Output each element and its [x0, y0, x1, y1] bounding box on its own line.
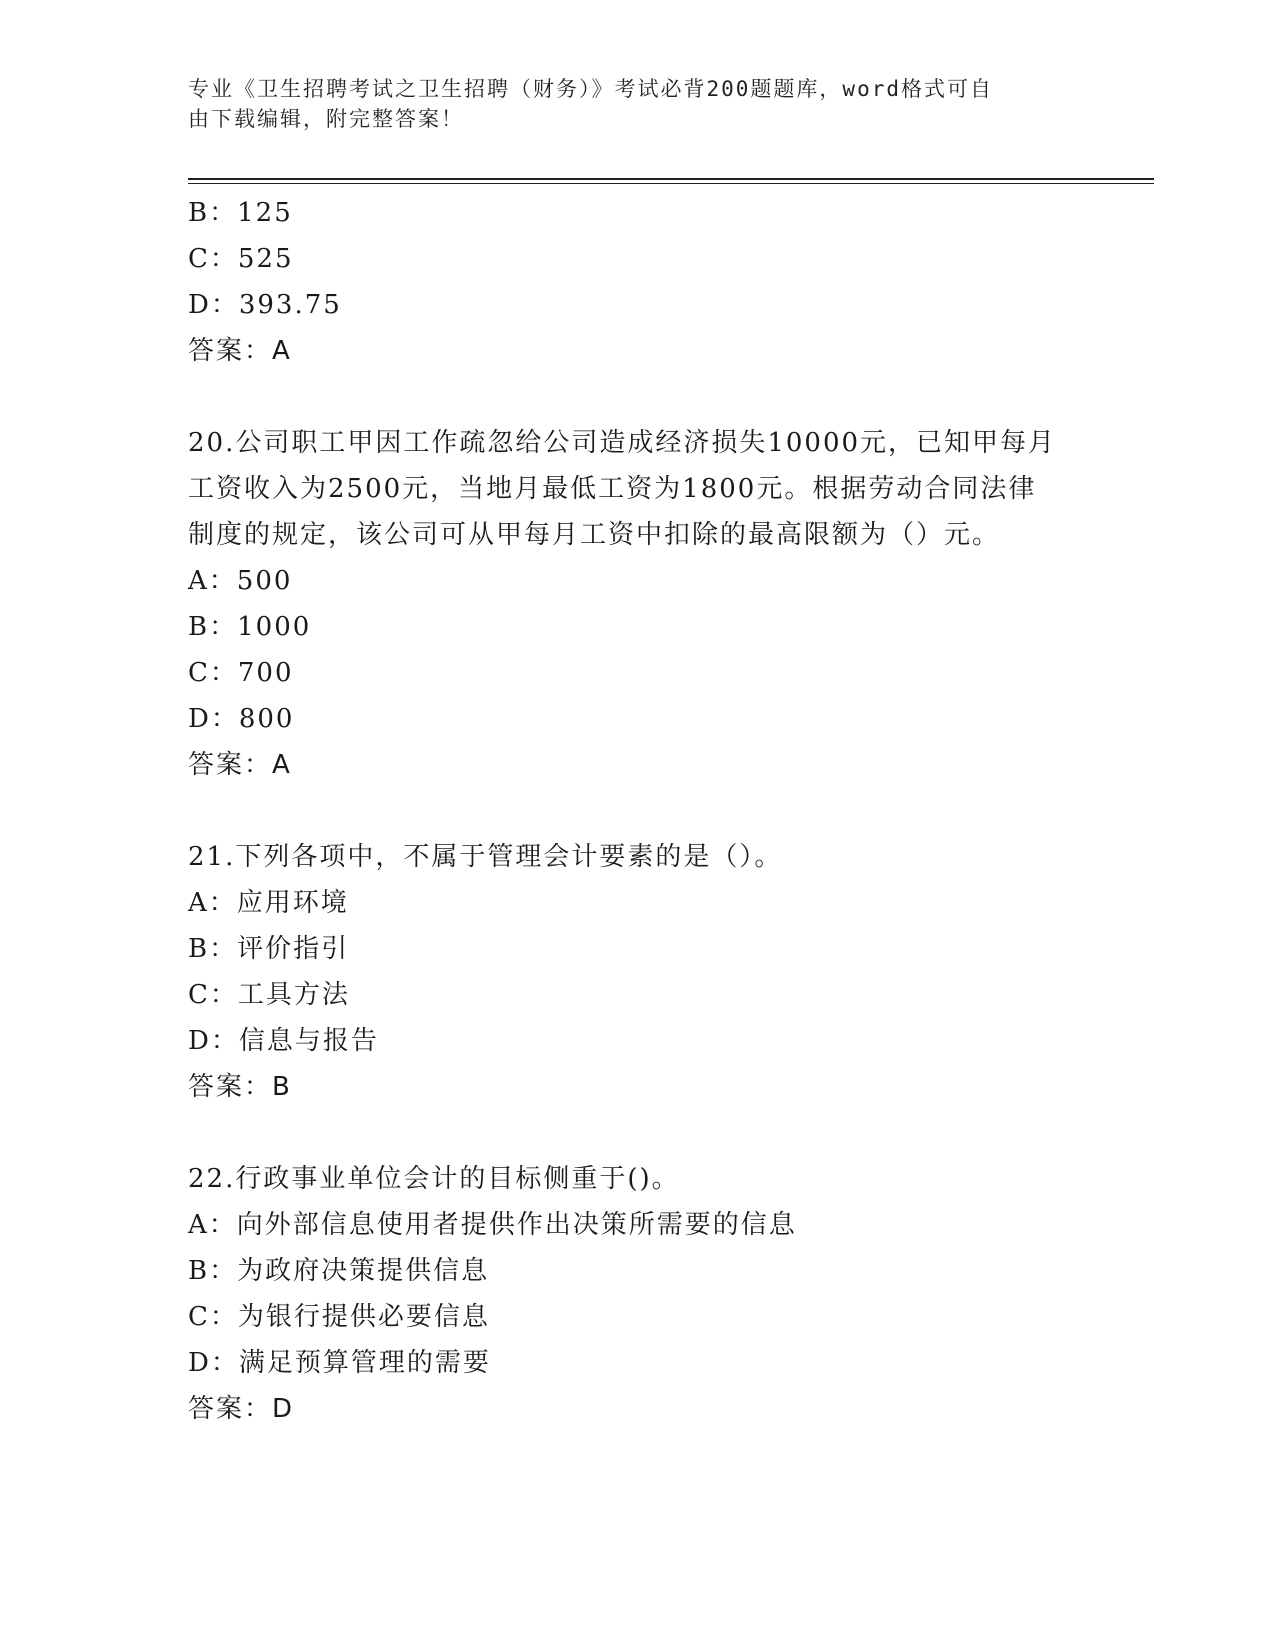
header-divider-top: [188, 178, 1154, 180]
question-text-line: 20.公司职工甲因工作疏忽给公司造成经济损失10000元，已知甲每月: [188, 428, 1057, 458]
question-text-line: 工资收入为2500元，当地月最低工资为1800元。根据劳动合同法律: [188, 474, 1037, 504]
answer-line: 答案：A: [188, 336, 292, 366]
answer-line: 答案：B: [188, 1072, 292, 1102]
question-block-21: [188, 834, 1088, 1110]
option-d: D：800: [188, 704, 295, 734]
question-text-line: 22.行政事业单位会计的目标侧重于()。: [188, 1164, 680, 1194]
question-block-prev: [188, 190, 1088, 374]
question-text-line: 21.下列各项中，不属于管理会计要素的是（）。: [188, 842, 783, 872]
option-c: C：为银行提供必要信息: [188, 1302, 490, 1332]
option-b: B：评价指引: [188, 934, 350, 964]
option-d: D：满足预算管理的需要: [188, 1348, 491, 1378]
option-d: D：393.75: [188, 290, 342, 320]
header-line-2: 由下载编辑，附完整答案！: [188, 107, 464, 131]
document-body: [188, 190, 1088, 1432]
option-b: B：125: [188, 198, 293, 228]
answer-line: 答案：D: [188, 1394, 295, 1424]
option-b: B：1000: [188, 612, 312, 642]
document-header: [188, 74, 1068, 134]
spacer: [188, 788, 1088, 834]
option-a: A：500: [188, 566, 293, 596]
question-text-line: 制度的规定，该公司可从甲每月工资中扣除的最高限额为（）元。: [188, 520, 1001, 550]
option-a: A：向外部信息使用者提供作出决策所需要的信息: [188, 1210, 797, 1240]
option-a: A：应用环境: [188, 888, 349, 918]
option-c: C：700: [188, 658, 294, 688]
option-c: C：工具方法: [188, 980, 350, 1010]
option-d: D：信息与报告: [188, 1026, 379, 1056]
question-block-20: [188, 420, 1088, 788]
spacer: [188, 374, 1088, 420]
option-b: B：为政府决策提供信息: [188, 1256, 490, 1286]
question-block-22: [188, 1156, 1088, 1432]
header-divider-bottom: [188, 183, 1154, 184]
header-line-1: 专业《卫生招聘考试之卫生招聘（财务）》考试必背200题题库，word格式可自: [188, 77, 993, 101]
answer-line: 答案：A: [188, 750, 292, 780]
option-c: C：525: [188, 244, 294, 274]
spacer: [188, 1110, 1088, 1156]
